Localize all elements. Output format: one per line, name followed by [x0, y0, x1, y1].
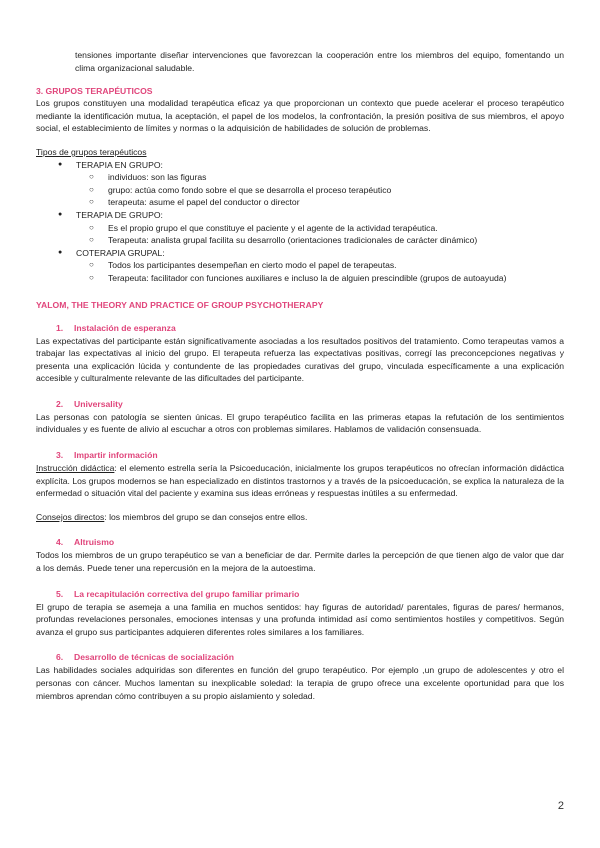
type-subitem: ○ Todos los participantes desempeñan en cierto modo el papel de terapeutas. — [89, 260, 397, 271]
circle-bullet-icon: ○ — [89, 260, 94, 270]
factor-4-heading: 4. Altruismo — [56, 537, 115, 548]
circle-bullet-icon: ○ — [89, 272, 94, 282]
circle-bullet-icon: ○ — [89, 172, 94, 182]
type-item — [36, 159, 564, 172]
factor-5-heading: 5. La recapitulación correctiva del grupo familiar primario — [56, 588, 300, 599]
section-3-body: Los grupos constituyen una modalidad terapéutica eficaz ya que proporcionan un contexto que puede acelerar el proceso terapéutico mediante la identificación mutua, la aceptación, el papel de los modelos, la confrontación, la presión positiva de sus miembros, el apoyo social, el establecimiento de límites y normas o la adquisición de habilidades de solución de problemas. — [36, 98, 564, 134]
factor-2-heading: 2. Universality — [56, 398, 123, 409]
type-subitem: ○ terapeuta: asume el papel del conductor o director — [89, 197, 300, 208]
factor-3-paragraph-1: Instrucción didáctica: el elemento estrella sería la Psicoeducación, inicialmente los grupos terapéuticos no ofrecían información didáctica explícita. Los grupos modernos se han especializado en distintos trastornos y a través de la psicoeducación, se explica la naturaleza de la enfermedad o situación vital del paciente y examina sus ideas erróneas y respuestas inútiles a su enfermedad. — [36, 463, 564, 499]
type-subitem: ○ Terapeuta: facilitador con funciones auxiliares e incluso la de alguien prescindible (grupos de autoayuda) — [89, 272, 507, 283]
factor-6-heading: 6. Desarrollo de técnicas de socialización — [56, 652, 235, 663]
type-subitem: ○ individuos: son las figuras — [89, 172, 207, 183]
types-list — [36, 159, 564, 285]
bullet-icon: ● — [58, 160, 63, 168]
intro-continuation: tensiones importante diseñar intervenciones que favorezcan la cooperación entre los miembros del equipo, fomentando un clima organizacional saludable. — [75, 50, 564, 73]
type-sublist — [76, 259, 564, 284]
page-number: 2 — [557, 800, 564, 812]
type-label: TERAPIA EN GRUPO: — [76, 159, 163, 170]
type-item — [36, 209, 564, 222]
type-subitem: ○ grupo: actúa como fondo sobre el que se desarrolla el proceso terapéutico — [89, 184, 392, 195]
page-content — [36, 49, 564, 702]
section-3-title: 3. GRUPOS TERAPÉUTICOS — [36, 86, 153, 97]
bullet-icon: ● — [58, 210, 63, 218]
factor-3-heading: 3. Impartir información — [56, 450, 158, 461]
factor-6-body: Las habilidades sociales adquiridas son diferentes en función del grupo terapéutico. Por ejemplo ,un grupo de adolescentes y otro el personas con cáncer. Muchos lamentan su inexplicable soledad: la terapia de grupo ofrece una excelente oportunidad para que los miembros aprendan cómo contribuyen a su propio aislamiento y soledad. — [36, 665, 564, 701]
circle-bullet-icon: ○ — [89, 222, 94, 232]
type-label: COTERAPIA GRUPAL: — [76, 247, 165, 258]
circle-bullet-icon: ○ — [89, 197, 94, 207]
type-item — [36, 247, 564, 260]
type-sublist — [76, 222, 564, 247]
factor-4-body: Todos los miembros de un grupo terapéutico se van a beneficiar de dar. Permite darles la percepción de que tienen algo de valor que dar a los demás. Puede tener una repercusión en la mejora de la autoestima. — [36, 550, 564, 574]
type-sublist — [76, 171, 564, 209]
types-heading: Tipos de grupos terapéuticos — [36, 146, 147, 157]
type-label: TERAPIA DE GRUPO: — [76, 209, 163, 220]
yalom-title: YALOM, THE THEORY AND PRACTICE OF GROUP PSYCHOTHERAPY — [36, 299, 324, 310]
circle-bullet-icon: ○ — [89, 184, 94, 194]
factor-1-heading: 1. Instalación de esperanza — [56, 322, 176, 333]
factor-5-body: El grupo de terapia se asemeja a una familia en muchos sentidos: hay figuras de autoridad/ parentales, figuras de pares/ hermanos, profundas revelaciones personales, emociones intensas y una profunda intimidad así como sentimientos hostiles y competitivos. Según avanza el grupo sus participantes adquieren diferentes roles similares a los familiares. — [36, 601, 564, 637]
type-subitem: ○ Es el propio grupo el que constituye el paciente y el agente de la actividad terapéutica. — [89, 222, 438, 233]
factor-2-body: Las personas con patología se sienten únicas. El grupo terapéutico facilita en las primeras etapas la refutación de los sentimientos individuales y es fuente de alivio al escuchar a otros con problemas similares. Hablamos de validación consensuada. — [36, 411, 564, 435]
bullet-icon: ● — [58, 248, 63, 256]
factor-3-paragraph-2: Consejos directos: los miembros del grupo se dan consejos entre ellos. — [36, 511, 308, 522]
circle-bullet-icon: ○ — [89, 235, 94, 245]
factor-1-body: Las expectativas del participante están significativamente asociadas a los resultados positivos del tratamiento. Como terapeutas vamos a trabajar las expectativas al inicio del grupo. El terapeuta refuerza las expectativas positivas, corregí las preconcepciones negativas y presenta una explicación lúcida y contundente de las propiedades curativas del grupo, vinculada específicamente a una explicación accesible y culturalmente relevante de las dificultades del participante. — [36, 335, 564, 384]
type-subitem: ○ Terapeuta: analista grupal facilita su desarrollo (orientaciones tradicionales de carácter dinámico) — [89, 235, 478, 246]
